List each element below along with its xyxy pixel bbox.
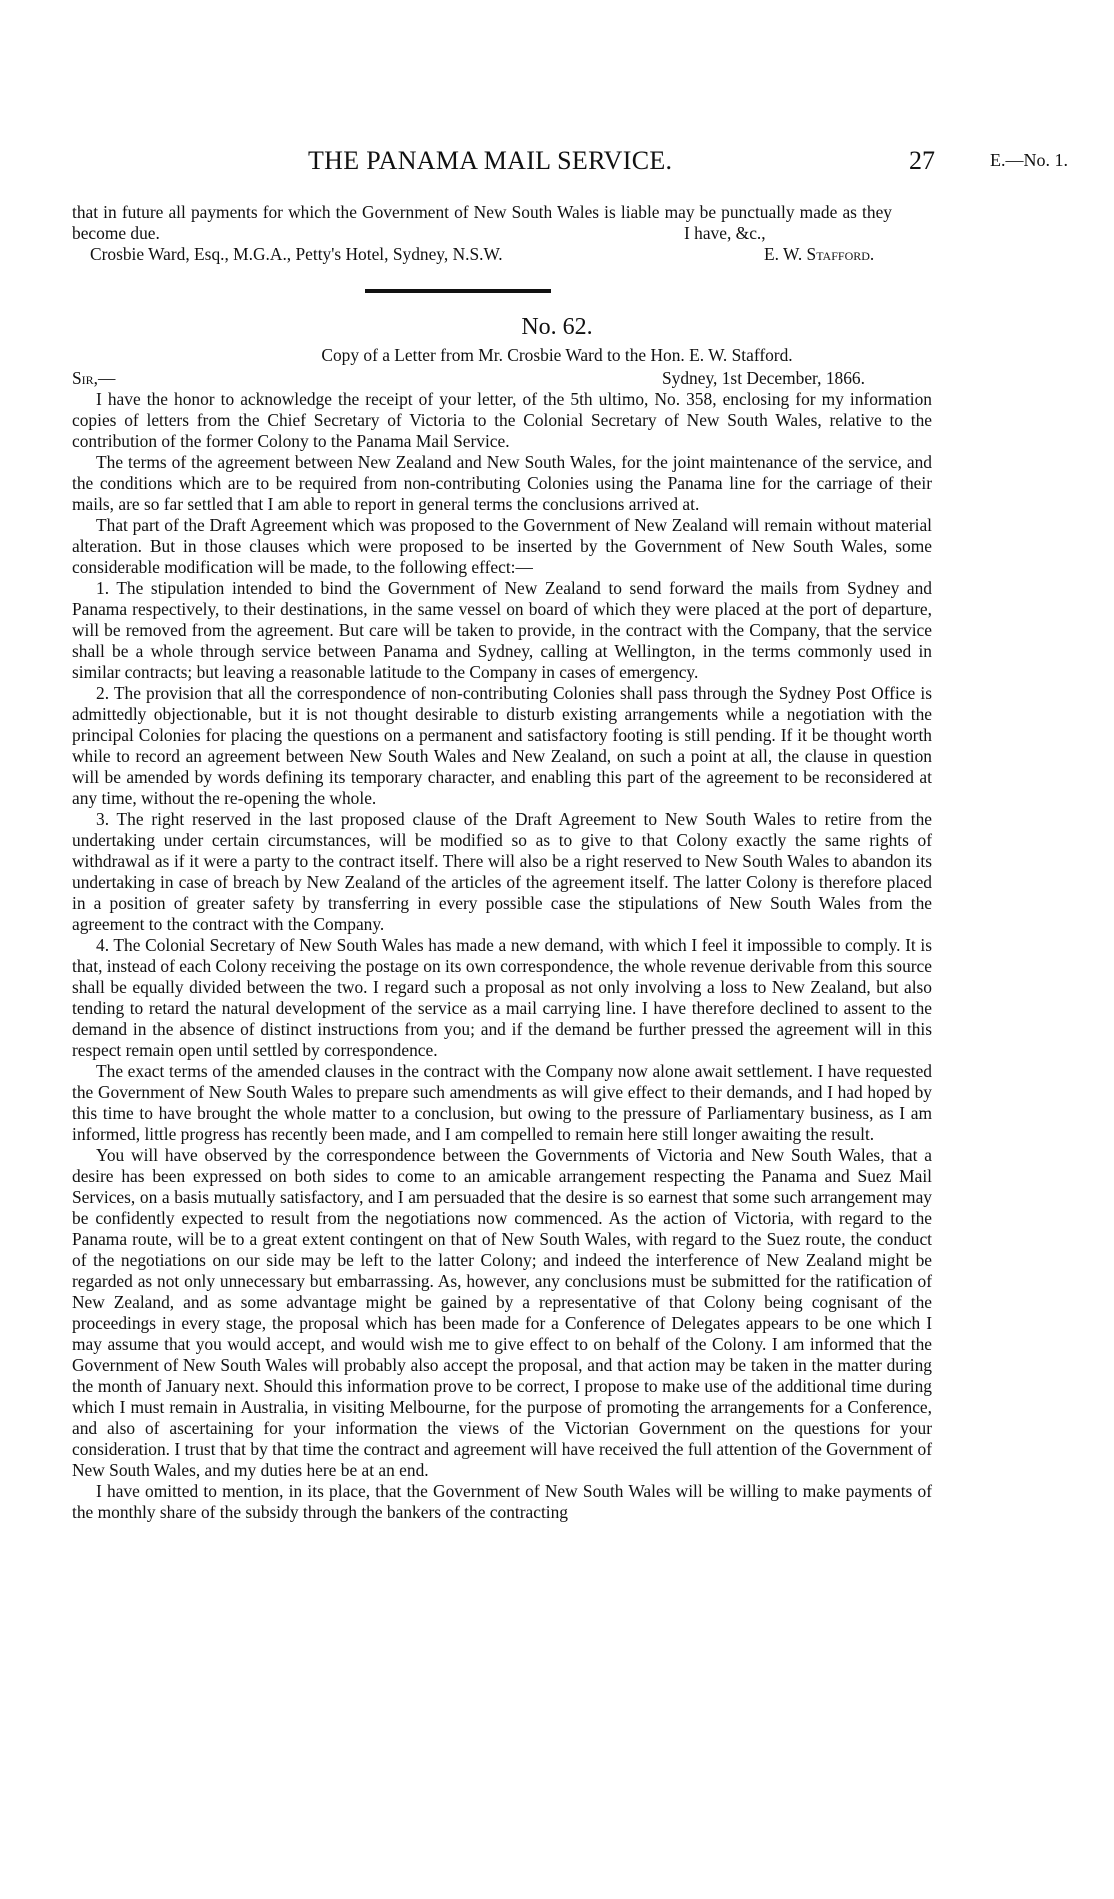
salutation-date-row — [72, 368, 932, 389]
letter-subtitle: Copy of a Letter from Mr. Crosbie Ward to the Hon. E. W. Stafford. — [321, 345, 793, 365]
paragraph: I have the honor to acknowledge the receipt of your letter, of the 5th ultimo, No. 358, enclosing for my information copies of letters from the Chief Secretary of Victoria to the Colonial Secretary of New South Wales, relative to the contribution of the former Colony to the Panama Mail Service. — [72, 389, 932, 451]
closing-sentence: that in future all payments for which the Government of New South Wales is liable may be punctually made as they become due. I have, &c., — [72, 202, 892, 243]
paragraph: That part of the Draft Agreement which was proposed to the Government of New Zealand will remain without material alteration. But in those clauses which were proposed to be inserted by the Government of New South Wales, some considerable modification will be made, to the following effect:— — [72, 515, 932, 577]
document-reference: E.—No. 1. — [990, 150, 1068, 170]
paragraph: 2. The provision that all the correspondence of non-contributing Colonies shall pass through the Sydney Post Office is admittedly objectionable, but it is not thought desirable to disturb existing arrangements while a negotiation with the principal Colonies for placing the questions on a permanent and satisfactory footing is still pending. If it be thought worth while to record an agreement between New South Wales and New Zealand, on such a point at all, the clause in question will be amended by words defining its temporary character, and enabling this part of the agreement to be reconsidered at any time, without the re-opening the whole. — [72, 683, 932, 808]
addressee: Crosbie Ward, Esq., M.G.A., Petty's Hotel, Sydney, N.S.W. — [90, 244, 503, 264]
paragraph: 1. The stipulation intended to bind the Government of New Zealand to send forward the mails from Sydney and Panama respectively, to their destinations, in the same vessel on board of which they were placed at the port of departure, will be removed from the agreement. But care will be taken to provide, in the contract with the Company, that the service shall be a whole through service between Panama and Sydney, calling at Wellington, in the terms commonly used in similar contracts; but leaving a reasonable latitude to the Company in cases of emergency. — [72, 578, 932, 682]
letter-number: No. 62. — [521, 314, 593, 340]
page-header — [0, 144, 1114, 180]
paragraph: 3. The right reserved in the last proposed clause of the Draft Agreement to New South Wales to retire from the undertaking under certain circumstances, will be modified so as to give to that Colony exactly the same rights of withdrawal as if it were a party to the contract itself. There will also be a right reserved to New South Wales to abandon its undertaking in case of breach by New Zealand of the articles of the agreement itself. The latter Colony is therefore placed in a position of greater safety by transferring in every possible case the stipulations of New South Wales from the agreement to the contract with the Company. — [72, 809, 932, 934]
running-title: THE PANAMA MAIL SERVICE. — [308, 146, 673, 175]
page-number: 27 — [909, 146, 935, 175]
paragraph: You will have observed by the correspondence between the Governments of Victoria and New South Wales, that a desire has been expressed on both sides to come to an amicable arrangement respecting the Panama and Suez Mail Services, on a basis mutually satisfactory, and I am persuaded that the desire is so earnest that some such arrangement may be confidently expected to result from the negotiations now commenced. As the action of Victoria, with regard to the Panama route, will be to a great extent contingent on that of New South Wales, with regard to the Suez route, the conduct of the negotiations on our side may be left to the latter Colony; and indeed the interference of New Zealand might be regarded as not only unnecessary but embarrassing. As, however, any conclusions must be submitted for the ratification of New Zealand, and as some advantage might be gained by a representative of that Colony being cognisant of the proceedings in every stage, the proposal which has been made for a Conference of Delegates appears to be one which I may assume that you would accept, and would wish me to give effect to on behalf of the Colony. I am informed that the Government of New South Wales will probably also accept the proposal, and that action may be taken in the matter during the month of January next. Should this information prove to be correct, I propose to make use of the additional time during which I must remain in Australia, in visiting Melbourne, for the purpose of promoting the arrangements for a Conference, and also of ascertaining for your information the views of the Victorian Government on the questions for your consideration. I trust that by that time the contract and agreement will have received the full attention of the Government of New South Wales, and my duties here be at an end. — [72, 1145, 932, 1480]
paragraph: The exact terms of the amended clauses in the contract with the Company now alone await settlement. I have requested the Government of New South Wales to prepare such amendments as will give effect to their demands, and I had hoped by this time to have brought the whole matter to a conclusion, but owing to the pressure of Parliamentary business, as I am informed, little progress has recently been made, and I am compelled to remain here still longer awaiting the result. — [72, 1061, 932, 1144]
paragraph: I have omitted to mention, in its place, that the Government of New South Wales will be willing to make payments of the monthly share of the subsidy through the bankers of the contracting — [72, 1481, 932, 1522]
complimentary-close: I have, &c., — [684, 223, 766, 243]
salutation: Sir,— — [72, 368, 116, 388]
letter-date: Sydney, 1st December, 1866. — [662, 368, 865, 388]
signature: E. W. Stafford. — [764, 244, 875, 264]
paragraph: The terms of the agreement between New Zealand and New South Wales, for the joint maintenance of the service, and the conditions which are to be required from non-contributing Colonies using the Panama line for the carriage of their mails, are so far settled that I am able to report in general terms the conclusions arrived at. — [72, 452, 932, 514]
letter-body — [72, 389, 932, 1523]
addressee-signature-row — [72, 244, 932, 265]
section-divider — [365, 289, 551, 293]
paragraph: 4. The Colonial Secretary of New South Wales has made a new demand, with which I feel it impossible to comply. It is that, instead of each Colony receiving the postage on its own correspondence, the whole revenue derivable from this source shall be equally divided between the two. I regard such a proposal as not only involving a loss to New Zealand, but also tending to retard the natural development of the service as a mail carrying line. I have therefore declined to assent to the demand in the absence of distinct instructions from you; and if the demand be further pressed the agreement will in this respect remain open until settled by correspondence. — [72, 935, 932, 1060]
previous-letter-ending — [72, 202, 932, 265]
